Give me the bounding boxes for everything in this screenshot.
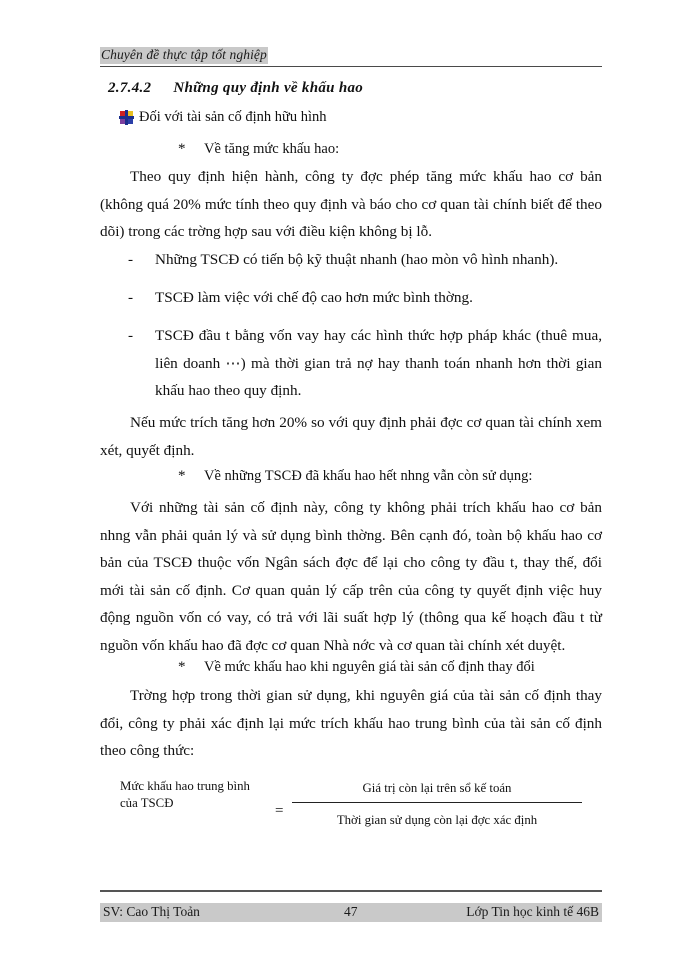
running-footer [100, 903, 602, 922]
subheading-b-text: Về những TSCĐ đã khấu hao hết nhng vẫn còn sử dụng: [204, 468, 533, 484]
formula-fraction [292, 778, 582, 830]
dash-marker-2: - [128, 289, 134, 306]
dash-marker-3: - [128, 327, 134, 344]
subheading-c-text: Về mức khấu hao khi nguyên giá tài sản cố định thay đổi [204, 659, 535, 675]
dash-list-item-3 [128, 322, 602, 405]
paragraph-2-text: Nếu mức trích tăng hơn 20% so với quy định phải đợc cơ quan tài chính xem xét, quyết định. [100, 414, 602, 459]
formula-denominator: Thời gian sử dụng còn lại đợc xác định [336, 813, 538, 827]
dash-item-3-text: TSCĐ đầu t bằng vốn vay hay các hình thức hợp pháp khác (thuê mua, liên doanh ⋯) mà thời gian trả nợ hay thanh toán nhanh hơn thời gian khấu hao theo quy định. [155, 327, 602, 400]
asterisk-marker-b: * [178, 468, 186, 484]
star-bullet-label: Đối với tài sản cố định hữu hình [139, 109, 327, 125]
paragraph-muc-trich-tang [100, 409, 602, 464]
running-header-text: Chuyên đề thực tập tốt nghiệp [101, 47, 267, 62]
star-bullet-item [120, 109, 327, 126]
footer-page-number: 47 [344, 904, 358, 919]
running-header [100, 46, 602, 64]
formula-numerator: Giá trị còn lại trên sổ kế toán [362, 781, 512, 795]
paragraph-3-text: Với những tài sản cố định này, công ty không phải trích khấu hao cơ bản nhng vẫn phải quản lý và sử dụng bình thờng. Bên cạnh đó, toàn bộ khấu hao cơ bản của TSCĐ thuộc vốn Ngân sách đợc để lại cho công ty đầu t, thay thế, đổi mới tài sản cố định. Cơ quan quản lý cấp trên của công ty quyết định việc huy động nguồn vốn có vay, có trả với lãi suất hợp lý (thông qua kế hoạch đầu t từ nguồn vốn khấu hao đã đợc cơ quan Nhà nớc và cơ quan tài chính xét duyệt. [100, 499, 602, 654]
subheading-tscd-da-khau-hao-het [178, 468, 532, 485]
asterisk-marker-a: * [178, 141, 186, 157]
subheading-a-text: Về tăng mức khấu hao: [204, 141, 340, 157]
subheading-tang-muc-khau-hao [178, 141, 339, 158]
dash-item-1-text: Những TSCĐ có tiến bộ kỹ thuật nhanh (hao mòn vô hình nhanh). [155, 251, 559, 268]
paragraph-quy-dinh-hien-hanh [100, 163, 602, 246]
paragraph-tai-san-co-dinh-nay [100, 494, 602, 660]
footer-class-name: Lớp Tin học kinh tế 46B [466, 904, 599, 919]
paragraph-truong-hop-su-dung [100, 682, 602, 765]
four-color-star-bullet-icon [120, 111, 133, 124]
header-divider-rule [100, 66, 602, 67]
section-title: Những quy định về khấu hao [173, 80, 364, 96]
paragraph-4-text: Trờng hợp trong thời gian sử dụng, khi nguyên giá của tài sản cố định thay đổi, công ty phải xác định lại mức trích khấu hao trung bình của tài sản cố định theo công thức: [100, 687, 602, 760]
asterisk-marker-c: * [178, 659, 186, 675]
footer-student-name: SV: Cao Thị Toản [103, 904, 200, 919]
section-heading [108, 80, 363, 97]
footer-divider-rule [100, 890, 602, 892]
dash-list-item-2 [128, 284, 602, 312]
paragraph-1-text: Theo quy định hiện hành, công ty đợc phép tăng mức khấu hao cơ bản (không quá 20% mức tính theo quy định và báo cho cơ quan tài chính biết để theo dõi) trong các trờng hợp sau với điều kiện không bị lỗ. [100, 168, 602, 241]
dash-item-2-text: TSCĐ làm việc với chế độ cao hơn mức bình thờng. [155, 289, 473, 306]
section-number: 2.7.4.2 [108, 80, 152, 96]
formula-left-label: Mức khấu hao trung bình của TSCĐ [120, 779, 250, 810]
dash-list-item-1 [128, 246, 602, 274]
formula-equals-sign: = [275, 803, 284, 819]
subheading-nguyen-gia-thay-doi [178, 659, 535, 676]
dash-marker-1: - [128, 251, 134, 268]
